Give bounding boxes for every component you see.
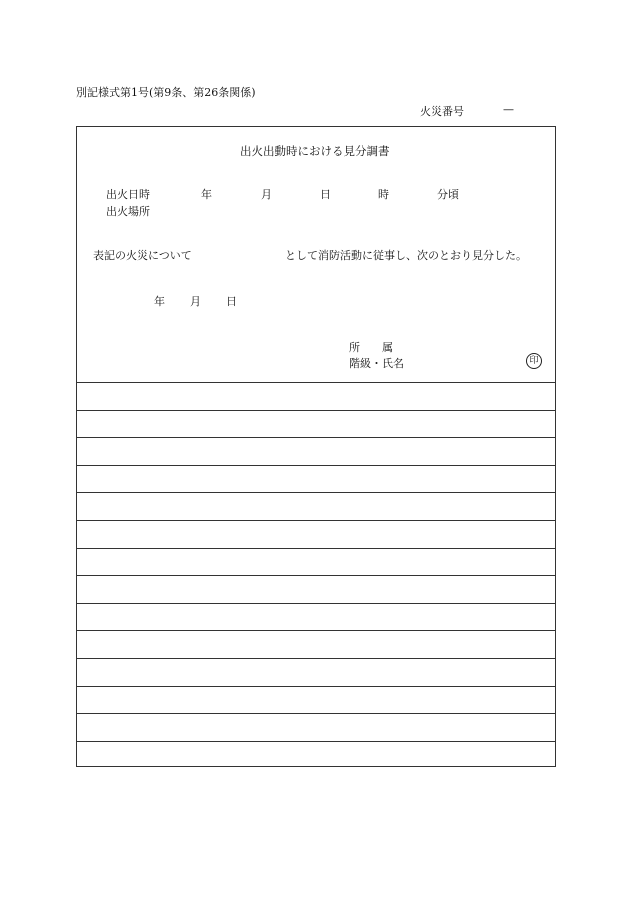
seal-mark: 印 [526, 353, 542, 369]
report-month: 月 [190, 295, 201, 308]
statement-end: として消防活動に従事し、次のとおり見分した。 [285, 249, 527, 262]
lined-row [77, 603, 555, 604]
lined-row [77, 410, 555, 411]
fire-location-label: 出火場所 [106, 205, 150, 218]
fire-number-label: 火災番号 [420, 105, 464, 118]
lined-row [77, 658, 555, 659]
datetime-minute: 分頃 [437, 188, 459, 201]
form-box [76, 126, 556, 767]
datetime-day: 日 [320, 188, 331, 201]
lined-row [77, 741, 555, 742]
report-day: 日 [226, 295, 237, 308]
fire-number-dash: — [503, 103, 514, 116]
report-year: 年 [154, 295, 165, 308]
lined-row [77, 713, 555, 714]
datetime-year: 年 [201, 188, 212, 201]
affiliation-label: 所 属 [349, 341, 393, 354]
datetime-hour: 時 [378, 188, 389, 201]
lined-row [77, 382, 555, 383]
statement-start: 表記の火災について [93, 249, 192, 262]
lined-row [77, 686, 555, 687]
lined-row [77, 437, 555, 438]
datetime-month: 月 [261, 188, 272, 201]
rank-name-label: 階級・氏名 [349, 357, 404, 370]
form-reference: 別記様式第1号(第9条、第26条関係) [76, 86, 256, 99]
fire-datetime-label: 出火日時 [106, 188, 150, 201]
lined-row [77, 630, 555, 631]
lined-row [77, 575, 555, 576]
lined-row [77, 520, 555, 521]
lined-row [77, 492, 555, 493]
lined-row [77, 465, 555, 466]
form-title: 出火出動時における見分調書 [240, 144, 390, 158]
lined-row [77, 548, 555, 549]
